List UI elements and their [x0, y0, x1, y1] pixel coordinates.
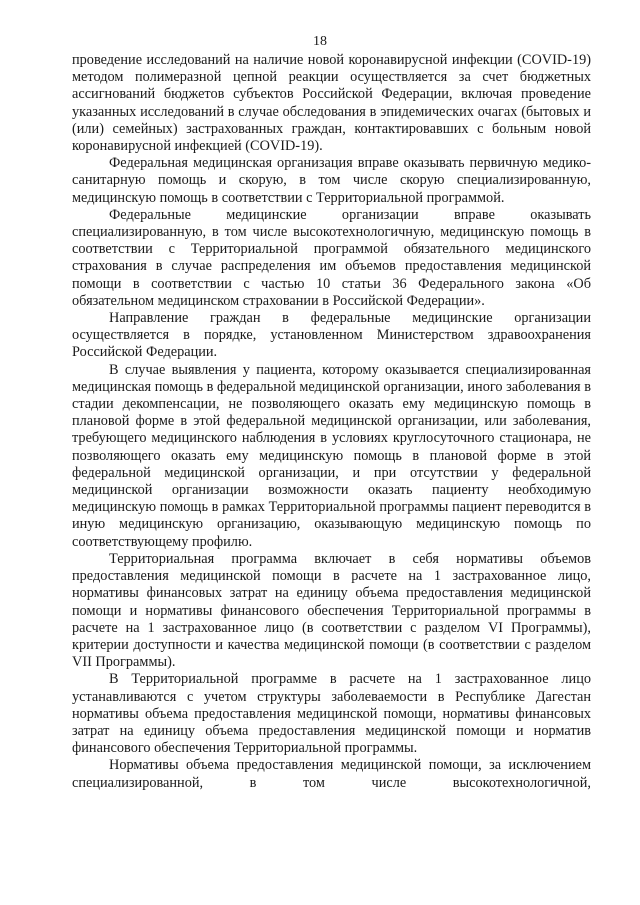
paragraph-patient-transfer: В случае выявления у пациента, которому оказывается специализированная медицинская помощь в федеральной медицинской организации, иного заболевания в стадии декомпенсации, не позволяющего оказать ему медицинскую помощь в плановой форме в этой федеральной медицинской организации, или заболевания, требующего медицинского наблюдения в условиях круглосуточного стационара, не позволяющего оказать ему медицинскую помощь в плановой форме в этой федеральной медицинской организации, и при отсутствии у федеральной медицинской организации возможности оказать пациенту необходимую медицинскую помощь в рамках Территориальной программы пациент переводится в иную медицинскую организацию, оказывающую медицинскую помощь по соответствующему профилю. — [72, 361, 591, 550]
paragraph-dagestan-standards: В Территориальной программе в расчете на 1 застрахованное лицо устанавливаются с учетом структуры заболеваемости в Республике Дагестан нормативы объема предоставления медицинской помощи, нормативы финансовых затрат на единицу объема предоставления медицинской помощи и норматив финансового обеспечения Территориальной программы. — [72, 671, 591, 757]
paragraph-volume-standards: Нормативы объема предоставления медицинской помощи, за исключением специализированной, в том числе высокотехнологичной, — [72, 757, 591, 791]
paragraph-federal-specialized-care: Федеральные медицинские организации вправе оказывать специализированную, в том числе высокотехнологичную, медицинскую помощь в соответствии с Территориальной программой обязательного медицинского страхования в случае распределения им объемов предоставления медицинской помощи в соответствии с частью 10 статьи 36 Федерального закона «Об обязательном медицинском страховании в Российской Федерации». — [72, 206, 591, 309]
paragraph-federal-primary-care: Федеральная медицинская организация вправе оказывать первичную медико-санитарную помощь и скорую, в том числе скорую специализированную, медицинскую помощь в соответствии с Территориальной программой. — [72, 155, 591, 206]
page-number: 18 — [313, 34, 327, 49]
paragraph-program-standards: Территориальная программа включает в себя нормативы объемов предоставления медицинской помощи в расчете на 1 застрахованное лицо, нормативы финансовых затрат на единицу объема предоставления медицинской помощи и нормативы финансового обеспечения Территориальной программы в расчете на 1 застрахованное лицо (в соответствии с разделом VI Программы), критерии доступности и качества медицинской помощи (в соответствии с разделом VII Программы). — [72, 550, 591, 671]
document-body — [72, 52, 591, 792]
paragraph-covid-testing: проведение исследований на наличие новой коронавирусной инфекции (COVID-19) методом полимеразной цепной реакции осуществляется за счет бюджетных ассигнований бюджетов субъектов Российской Федерации, включая проведение указанных исследований в случае обследования в эпидемических очагах (бытовых и (или) семейных) застрахованных граждан, контактировавших с больным новой коронавирусной инфекцией (COVID-19). — [72, 52, 591, 155]
paragraph-referral-procedure: Направление граждан в федеральные медицинские организации осуществляется в порядке, установленном Министерством здравоохранения Российской Федерации. — [72, 310, 591, 361]
